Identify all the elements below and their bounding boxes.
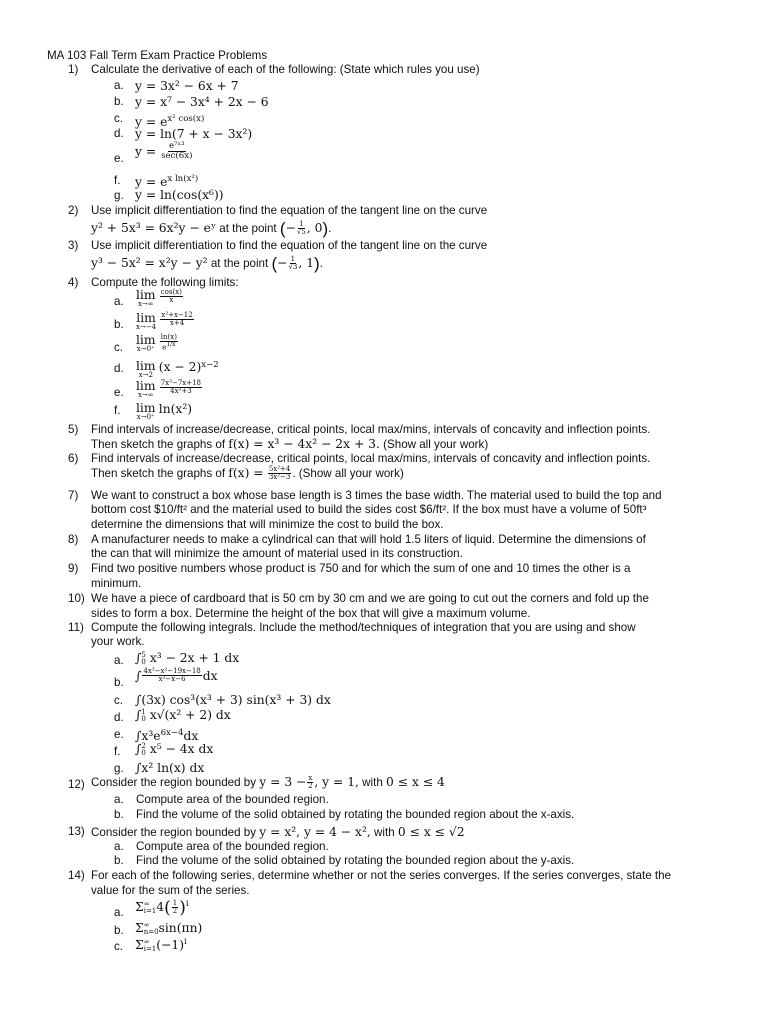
q4a-sub: x→∞ <box>137 300 154 309</box>
q4d-limit <box>136 360 156 379</box>
q3-number: 3) <box>68 239 79 252</box>
q4b-den: x+4 <box>169 319 185 328</box>
q13a-text: Compute area of the bounded region. <box>136 840 329 853</box>
q1f-exponent: x ln(x²) <box>167 174 199 184</box>
q1e-label: e. <box>114 152 124 165</box>
q14b-math <box>135 921 202 936</box>
q14a-body: 4 <box>156 900 165 914</box>
q8-line-1: A manufacturer needs to make a cylindrical can that will hold 1.5 liters of liquid. Determine the dimensions of <box>91 533 646 546</box>
q13a-label: a. <box>114 840 124 853</box>
q14a-bottom: i=1 <box>143 906 157 915</box>
q12-frac-den: 2 <box>308 782 313 791</box>
q11-line-1: Compute the following integrals. Include the method/techniques of integration that you are using and show <box>91 621 636 634</box>
q1b-label: b. <box>114 95 124 108</box>
q1c-label: c. <box>114 112 124 125</box>
q4c-math <box>136 334 179 353</box>
q4e-den: 4x³+3 <box>170 387 192 396</box>
q12-text: Consider the region bounded by <box>91 776 257 789</box>
q11d-upper: 1 <box>141 707 146 716</box>
q11b-num: 4x³−x²−19x−18 <box>143 667 201 675</box>
q1a-math: y = 3x² − 6x + 7 <box>135 79 239 93</box>
q4c-label: c. <box>114 341 124 354</box>
q4a-num: cos(x) <box>160 288 182 296</box>
q1f-math <box>135 172 198 189</box>
q11a-integral: ∫ <box>135 651 142 665</box>
q6-den: 3x²−3 <box>268 473 291 482</box>
q4c-den-base: e <box>162 343 167 352</box>
q4c-sub: x→0⁺ <box>136 345 155 354</box>
q3-at-point: at the point <box>210 257 269 270</box>
q5-number: 5) <box>68 423 79 436</box>
q4d-exp: x−2 <box>201 360 219 370</box>
q3-prompt: Use implicit differentiation to find the equation of the tangent line on the curve <box>91 239 488 252</box>
q14c-bounds <box>144 939 157 953</box>
q4d-label: d. <box>114 362 124 375</box>
q11f-label: f. <box>114 745 121 758</box>
q4-number: 4) <box>68 276 79 289</box>
q1f-base: y = e <box>135 175 168 190</box>
q11b-fraction <box>142 668 201 684</box>
q1b-math: y = x⁷ − 3x⁴ + 2x − 6 <box>135 95 269 109</box>
q8-number: 8) <box>68 533 79 546</box>
q3-point-rest: , 1 <box>298 256 315 270</box>
q11e-dx: dx <box>183 729 199 744</box>
q7-line-3: determine the dimensions that will minimize the cost to build the box. <box>91 518 444 531</box>
q4c-den-exp: 1/x <box>166 341 176 349</box>
q4c-lim: lim <box>136 333 156 347</box>
q4a-label: a. <box>114 295 124 308</box>
q4a-den: x <box>169 296 174 305</box>
q10-line-1: We have a piece of cardboard that is 50 cm by 30 cm and we are going to cut out the corners and fold up the <box>91 592 649 605</box>
q4e-sub: x→∞ <box>137 391 154 400</box>
q11c-math: ∫(3x) cos³(x³ + 3) sin(x³ + 3) dx <box>135 693 331 707</box>
q11b-den: x²−x−6 <box>158 675 186 684</box>
q13-prompt <box>91 825 465 840</box>
q11d-body: x√(x² + 2) dx <box>149 708 231 722</box>
q6-line-2-note: . (Show all your work) <box>292 467 404 480</box>
q4d-lim: lim <box>136 359 156 373</box>
q3-close-paren: ) <box>314 254 320 273</box>
q4c-fraction <box>160 334 178 352</box>
document-title: MA 103 Fall Term Exam Practice Problems <box>47 49 268 62</box>
q4a-math <box>136 289 184 308</box>
q11a-bounds <box>141 652 145 666</box>
q12-number: 12) <box>68 778 85 791</box>
q13-eq: y = x², y = 4 − x², <box>259 825 371 839</box>
q11f-body: x⁵ − 4x dx <box>149 742 214 756</box>
q13-range: 0 ≤ x ≤ √2 <box>397 825 465 839</box>
q1a-label: a. <box>114 79 124 92</box>
q4f-sub: x→0⁺ <box>136 413 155 422</box>
q14a-den: 2 <box>172 907 178 915</box>
q3-point-fraction <box>288 256 297 272</box>
q4f-limit <box>136 402 156 421</box>
q3-point-num: 1 <box>290 255 296 264</box>
q1c-exponent: x² cos(x) <box>167 114 205 124</box>
q11f-bounds <box>141 743 145 757</box>
q4e-fraction <box>160 380 202 396</box>
q14a-sigma: Σ <box>135 900 144 914</box>
q12-eq1: y = 3 − <box>259 775 307 789</box>
q3-open-paren: ( <box>271 254 278 273</box>
q11e-math <box>135 726 198 743</box>
q4b-label: b. <box>114 318 124 331</box>
q11b-label: b. <box>114 676 124 689</box>
q1c-base: y = e <box>135 115 168 130</box>
q4b-sub: x→−4 <box>136 323 157 332</box>
q14a-close-paren: ) <box>179 898 186 918</box>
q11f-upper: 2 <box>141 741 146 750</box>
q12-with: with <box>362 776 383 789</box>
q11d-label: d. <box>114 711 124 724</box>
q13-number: 13) <box>68 825 85 838</box>
q4f-math <box>136 402 192 421</box>
q2-point-num: 1 <box>299 220 304 229</box>
q11a-label: a. <box>114 654 124 667</box>
q14b-bounds <box>144 922 159 936</box>
q13b-label: b. <box>114 854 124 867</box>
q5-line-2 <box>91 437 488 452</box>
q11d-integral: ∫ <box>135 708 142 722</box>
q1d-math: y = ln(7 + x − 3x²) <box>135 127 253 141</box>
q10-line-2: sides to form a box. Determine the height of the box that will give a maximum volume. <box>91 607 531 620</box>
q4c-limit <box>136 334 156 353</box>
q12-prompt <box>91 775 445 791</box>
q8-line-2: the can that will minimize the amount of material used in its construction. <box>91 547 463 560</box>
q4f-lim: lim <box>136 401 156 415</box>
q12-fraction <box>307 775 313 791</box>
q4a-limit <box>136 289 156 308</box>
q4c-num: ln(x) <box>160 333 177 341</box>
q9-line-2: minimum. <box>91 577 142 590</box>
q11f-integral: ∫ <box>135 742 142 756</box>
q6-num: 5x²+4 <box>268 465 291 474</box>
q11a-upper: 5 <box>141 650 146 659</box>
q2-point-rest: , 0 <box>306 221 323 235</box>
q2-point-fraction <box>297 221 306 237</box>
q7-number: 7) <box>68 489 79 502</box>
q4c-den <box>162 342 175 352</box>
q5-function: f(x) = x³ − 4x² − 2x + 3. <box>228 437 380 451</box>
q14-line-1: For each of the following series, determine whether or not the series converges. If the series converges, state the <box>91 869 671 882</box>
q4d-math <box>136 360 219 379</box>
q2-equation: y² + 5x³ = 6x²y − eʸ <box>91 221 217 235</box>
q10-number: 10) <box>68 592 85 605</box>
q5-line-2-note: (Show all your work) <box>383 438 489 451</box>
q14-line-2: value for the sum of the series. <box>91 884 250 897</box>
q11a-math <box>135 651 239 666</box>
q7-line-1: We want to construct a box whose base length is 3 times the base width. The material used to build the top and <box>91 489 662 502</box>
q4d-expr: (x − 2) <box>158 360 202 374</box>
q11f-math <box>135 742 213 757</box>
q11b-dx: dx <box>202 668 218 683</box>
q11g-math: ∫x² ln(x) dx <box>135 761 205 775</box>
q11d-bounds <box>141 709 145 723</box>
q14a-label: a. <box>114 906 124 919</box>
q4b-num: x²+x−12 <box>161 311 193 319</box>
q11e-exp: 6x−4 <box>160 728 184 738</box>
q11g-label: g. <box>114 762 124 775</box>
q14b-sigma: Σ <box>135 921 144 935</box>
q14a-open-paren: ( <box>164 898 171 918</box>
q6-fx: f(x) = <box>228 466 264 480</box>
q1e-denominator: sec(6x) <box>161 151 193 162</box>
q11c-label: c. <box>114 694 124 707</box>
q1g-math: y = ln(cos(x⁶)) <box>135 188 224 202</box>
q3-equation-line: y³ − 5x² = x²y − y² at the point (− $\frac{1}{√3}$ , 1). <box>91 254 323 273</box>
q4e-label: e. <box>114 386 124 399</box>
q14c-label: c. <box>114 940 124 953</box>
q1e-numerator: e⁷ˣ³ <box>168 141 185 151</box>
q13-with: with <box>374 826 395 839</box>
q11a-lower: 0 <box>141 657 146 666</box>
q4b-math <box>136 312 195 331</box>
q13-text: Consider the region bounded by <box>91 826 257 839</box>
q11b-integral: ∫ <box>135 668 142 683</box>
q5-line-1: Find intervals of increase/decrease, critical points, local max/mins, intervals of concavity and inflection points. <box>91 423 651 436</box>
q11b-math <box>135 668 218 684</box>
q14c-exp: i <box>184 937 187 947</box>
q2-open-paren: ( <box>279 219 286 238</box>
q4f-expr: ln(x²) <box>158 402 193 416</box>
q1g-label: g. <box>114 189 124 202</box>
q1-prompt: Calculate the derivative of each of the following: (State which rules you use) <box>91 63 480 76</box>
q11d-math <box>135 708 231 723</box>
q14b-body: sin(πn) <box>158 921 203 935</box>
q9-number: 9) <box>68 562 79 575</box>
q1f-label: f. <box>114 174 121 187</box>
q6-line-1: Find intervals of increase/decrease, critical points, local max/mins, intervals of concavity and inflection points. <box>91 452 651 465</box>
q1e-fraction <box>161 142 192 161</box>
q14-number: 14) <box>68 869 85 882</box>
q4e-math <box>136 380 203 399</box>
q11-number: 11) <box>68 621 84 634</box>
q1d-label: d. <box>114 127 124 140</box>
q6-line-2 <box>91 466 404 482</box>
q14c-sigma: Σ <box>135 938 144 953</box>
q4-prompt: Compute the following limits: <box>91 276 239 289</box>
q2-at-point: at the point <box>219 222 277 235</box>
q2-point-sign: − <box>285 221 296 235</box>
q14a-num: 1 <box>172 898 178 907</box>
q2-number: 2) <box>68 204 79 217</box>
q14b-label: b. <box>114 924 124 937</box>
q14a-math <box>135 898 189 918</box>
q13b-text: Find the volume of the solid obtained by rotating the bounded region about the y-axis. <box>136 854 575 867</box>
q12b-label: b. <box>114 808 124 821</box>
q14b-bottom: n=0 <box>143 927 159 936</box>
q14a-exp: i <box>185 898 189 909</box>
q4b-lim: lim <box>136 311 156 325</box>
q14a-top: ∞ <box>143 899 150 908</box>
q7-line-2: bottom cost $10/ft² and the material used to build the sides cost $6/ft². If the box must have a volume of 50ft³ <box>91 503 647 516</box>
q4e-num: 7x³−7x+18 <box>160 379 202 387</box>
q4b-fraction <box>160 312 193 328</box>
q1-number: 1) <box>68 63 79 76</box>
q3-point-den: √3 <box>288 263 298 272</box>
q2-close-paren: ) <box>322 219 329 238</box>
q11a-body: x³ − 2x + 1 dx <box>149 651 240 665</box>
q4b-limit <box>136 312 156 331</box>
q6-fraction <box>268 466 292 482</box>
q4a-fraction <box>160 289 183 305</box>
q14a-fraction <box>172 900 178 916</box>
q4e-limit <box>136 380 156 399</box>
q11e-label: e. <box>114 728 124 741</box>
q14c-body: (−1) <box>156 938 184 953</box>
q12a-text: Compute area of the bounded region. <box>136 793 329 806</box>
q14c-math <box>135 937 187 953</box>
q6-line-2-text: Then sketch the graphs of <box>91 467 226 480</box>
q1e-math <box>135 142 193 161</box>
q12a-label: a. <box>114 793 124 806</box>
q4a-lim: lim <box>136 288 156 302</box>
q14b-top: ∞ <box>143 920 150 929</box>
q2-equation-line: y² + 5x³ = 6x²y − eʸ at the point (− $\frac{1}{√5}$ , 0). <box>91 219 332 238</box>
q3-equation: y³ − 5x² = x²y − y² <box>91 256 208 270</box>
q11-line-2: your work. <box>91 635 145 648</box>
q3-point-sign: − <box>277 256 288 270</box>
q6-number: 6) <box>68 452 79 465</box>
q14c-top: ∞ <box>143 937 150 946</box>
q12-range: 0 ≤ x ≤ 4 <box>386 775 445 789</box>
q9-line-1: Find two positive numbers whose product is 750 and for which the sum of one and 10 times the other is a <box>91 562 631 575</box>
q12-eq2: , y = 1, <box>314 775 359 789</box>
q1e-lhs: y = <box>135 144 157 159</box>
q14a-bounds <box>144 901 157 915</box>
q5-line-2-text: Then sketch the graphs of <box>91 438 226 451</box>
q11d-lower: 0 <box>141 714 146 723</box>
q12b-text: Find the volume of the solid obtained by rotating the bounded region about the x-axis. <box>136 808 575 821</box>
q4e-lim: lim <box>136 379 156 393</box>
q4d-sub: x→2 <box>138 371 153 380</box>
q2-prompt: Use implicit differentiation to find the equation of the tangent line on the curve <box>91 204 488 217</box>
q14c-bottom: i=1 <box>143 944 157 953</box>
q12-frac-num: x <box>308 774 313 783</box>
q11e-pre: ∫x³e <box>135 729 161 744</box>
q11f-lower: 0 <box>141 748 146 757</box>
q4f-label: f. <box>114 404 121 417</box>
q2-point-den: √5 <box>296 228 306 237</box>
